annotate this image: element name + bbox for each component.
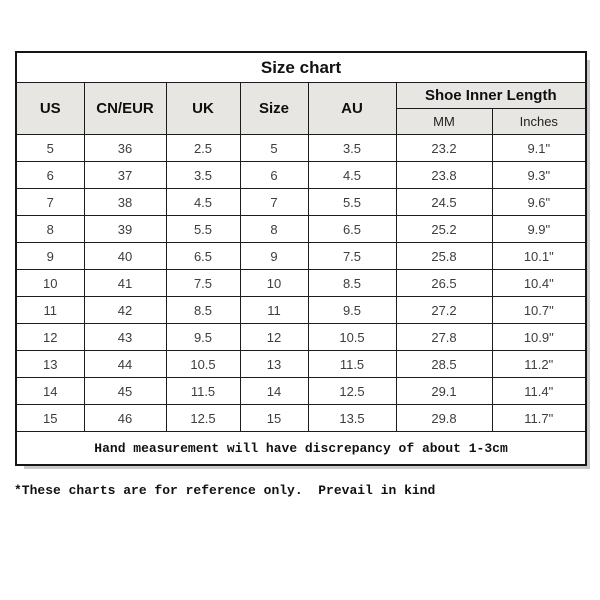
cell: 24.5 [396, 189, 492, 216]
cell: 9.5 [166, 324, 240, 351]
cell: 11 [16, 297, 84, 324]
cell: 45 [84, 378, 166, 405]
reference-note: *These charts are for reference only. Prevail in kind [14, 483, 436, 498]
cell: 38 [84, 189, 166, 216]
cell: 14 [16, 378, 84, 405]
table-body [16, 135, 586, 432]
cell: 10.9" [492, 324, 586, 351]
table-row [16, 270, 586, 297]
cell: 41 [84, 270, 166, 297]
column-group-header-shoe-inner-length: Shoe Inner Length [396, 83, 586, 109]
cell: 43 [84, 324, 166, 351]
cell: 9.3" [492, 162, 586, 189]
cell: 11.5 [166, 378, 240, 405]
column-header-size: Size [240, 83, 308, 135]
cell: 10 [240, 270, 308, 297]
cell: 14 [240, 378, 308, 405]
table-row [16, 243, 586, 270]
cell: 11.7" [492, 405, 586, 432]
cell: 10.7" [492, 297, 586, 324]
table-row [16, 324, 586, 351]
measurement-disclaimer: Hand measurement will have discrepancy of about 1-3cm [16, 432, 586, 466]
cell: 6 [240, 162, 308, 189]
table-header-row [16, 83, 586, 109]
cell: 10 [16, 270, 84, 297]
cell: 4.5 [308, 162, 396, 189]
column-header-us: US [16, 83, 84, 135]
cell: 11 [240, 297, 308, 324]
cell: 10.4" [492, 270, 586, 297]
cell: 27.8 [396, 324, 492, 351]
cell: 13 [16, 351, 84, 378]
cell: 9.9" [492, 216, 586, 243]
cell: 25.8 [396, 243, 492, 270]
cell: 4.5 [166, 189, 240, 216]
cell: 42 [84, 297, 166, 324]
cell: 5.5 [308, 189, 396, 216]
cell: 3.5 [308, 135, 396, 162]
cell: 9 [240, 243, 308, 270]
table-row [16, 405, 586, 432]
table-footer-row [16, 432, 586, 466]
cell: 7 [240, 189, 308, 216]
column-header-au: AU [308, 83, 396, 135]
table-row [16, 297, 586, 324]
cell: 36 [84, 135, 166, 162]
cell: 26.5 [396, 270, 492, 297]
cell: 44 [84, 351, 166, 378]
cell: 13.5 [308, 405, 396, 432]
size-chart-table [15, 51, 587, 466]
column-header-inches: Inches [492, 109, 586, 135]
cell: 13 [240, 351, 308, 378]
cell: 6.5 [308, 216, 396, 243]
cell: 12 [16, 324, 84, 351]
cell: 7.5 [308, 243, 396, 270]
cell: 27.2 [396, 297, 492, 324]
cell: 12.5 [166, 405, 240, 432]
table-row [16, 162, 586, 189]
table-row [16, 216, 586, 243]
column-header-uk: UK [166, 83, 240, 135]
cell: 23.8 [396, 162, 492, 189]
cell: 8.5 [166, 297, 240, 324]
cell: 8 [16, 216, 84, 243]
cell: 6.5 [166, 243, 240, 270]
table-title: Size chart [16, 52, 586, 83]
cell: 2.5 [166, 135, 240, 162]
cell: 25.2 [396, 216, 492, 243]
cell: 10.5 [308, 324, 396, 351]
cell: 5.5 [166, 216, 240, 243]
cell: 6 [16, 162, 84, 189]
cell: 9.5 [308, 297, 396, 324]
cell: 28.5 [396, 351, 492, 378]
cell: 40 [84, 243, 166, 270]
cell: 9.6" [492, 189, 586, 216]
cell: 23.2 [396, 135, 492, 162]
cell: 9.1" [492, 135, 586, 162]
cell: 5 [16, 135, 84, 162]
cell: 12.5 [308, 378, 396, 405]
column-header-mm: MM [396, 109, 492, 135]
cell: 29.8 [396, 405, 492, 432]
cell: 5 [240, 135, 308, 162]
table-title-row [16, 52, 586, 83]
cell: 37 [84, 162, 166, 189]
cell: 12 [240, 324, 308, 351]
cell: 8 [240, 216, 308, 243]
cell: 10.5 [166, 351, 240, 378]
table-row [16, 351, 586, 378]
cell: 15 [240, 405, 308, 432]
cell: 11.2" [492, 351, 586, 378]
table-row [16, 189, 586, 216]
table-row [16, 378, 586, 405]
column-header-cn-eur: CN/EUR [84, 83, 166, 135]
cell: 7 [16, 189, 84, 216]
cell: 46 [84, 405, 166, 432]
cell: 8.5 [308, 270, 396, 297]
cell: 29.1 [396, 378, 492, 405]
table-row [16, 135, 586, 162]
cell: 10.1" [492, 243, 586, 270]
cell: 7.5 [166, 270, 240, 297]
size-chart [15, 51, 587, 466]
cell: 9 [16, 243, 84, 270]
cell: 15 [16, 405, 84, 432]
cell: 39 [84, 216, 166, 243]
cell: 11.4" [492, 378, 586, 405]
cell: 11.5 [308, 351, 396, 378]
cell: 3.5 [166, 162, 240, 189]
